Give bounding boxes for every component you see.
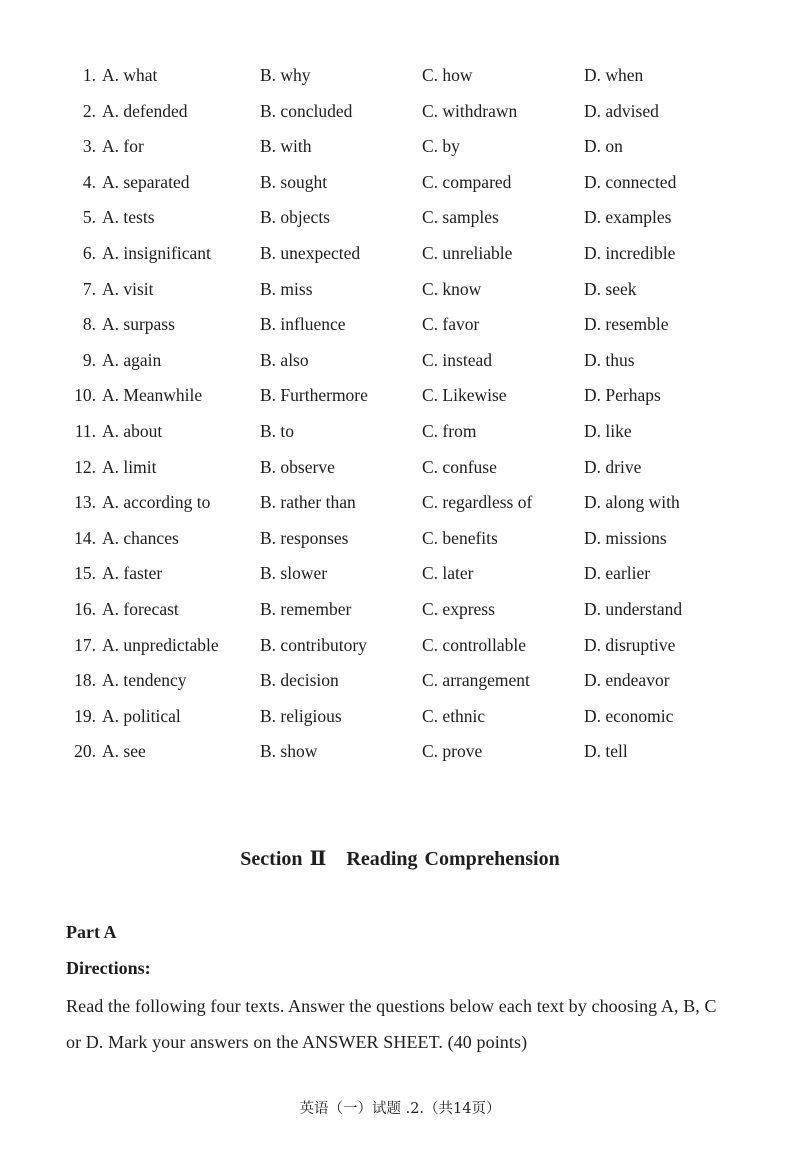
option-b: B. concluded (260, 100, 353, 121)
option-a: A. see (102, 741, 146, 762)
option-c: C. know (422, 278, 482, 299)
option-d: D. disruptive (584, 634, 676, 655)
option-a: A. forecast (102, 598, 179, 619)
question-row (64, 165, 744, 201)
question-number: 5. (82, 207, 96, 228)
option-c: C. express (422, 598, 495, 619)
question-number: 11. (74, 420, 96, 441)
question-row (64, 628, 744, 664)
option-d: D. earlier (584, 563, 651, 584)
option-b: B. objects (260, 207, 330, 228)
question-row (64, 663, 744, 699)
option-d: D. understand (584, 598, 683, 619)
option-d: D. examples (584, 207, 672, 228)
option-b: B. unexpected (260, 242, 361, 263)
option-c: C. prove (422, 741, 483, 762)
option-a: A. Meanwhile (102, 385, 203, 406)
option-a: A. chances (102, 527, 179, 548)
option-c: C. compared (422, 171, 512, 192)
option-a: A. surpass (102, 314, 175, 335)
option-b: B. religious (260, 705, 342, 726)
option-a: A. separated (102, 171, 190, 192)
option-b: B. with (260, 136, 312, 157)
option-b: B. Furthermore (260, 385, 368, 406)
question-number: 20. (74, 741, 96, 762)
question-row (64, 200, 744, 236)
option-d: D. seek (584, 278, 637, 299)
question-number: 6. (82, 242, 96, 263)
option-d: D. economic (584, 705, 674, 726)
option-c: C. arrangement (422, 670, 530, 691)
option-c: C. benefits (422, 527, 498, 548)
option-d: D. when (584, 65, 644, 85)
option-b: B. sought (260, 171, 328, 192)
option-d: D. Perhaps (584, 385, 661, 406)
question-number: 10. (74, 385, 96, 406)
question-row (64, 699, 744, 735)
question-number: 3. (82, 136, 96, 157)
question-number: 19. (74, 705, 96, 726)
option-c: C. confuse (422, 456, 497, 477)
question-row (64, 94, 744, 130)
question-row (64, 378, 744, 414)
option-d: D. tell (584, 741, 628, 762)
question-row (64, 485, 744, 521)
option-b: B. remember (260, 598, 352, 619)
question-number: 1. (82, 65, 96, 85)
option-c: C. later (422, 563, 474, 584)
option-d: D. like (584, 420, 632, 441)
directions-label: Directions: (66, 958, 151, 978)
question-number: 12. (74, 456, 96, 477)
question-row (64, 521, 744, 557)
option-d: D. endeavor (584, 670, 670, 691)
option-a: A. limit (102, 456, 157, 477)
part-title: Part A (66, 922, 117, 942)
question-row (64, 414, 744, 450)
option-d: D. on (584, 136, 623, 157)
page-footer: 英语（一）试题 .2.（共14页） (299, 1101, 501, 1117)
option-a: A. defended (102, 100, 188, 121)
option-c: C. controllable (422, 634, 527, 655)
question-row (64, 307, 744, 343)
option-c: C. regardless of (422, 492, 533, 513)
option-b: B. decision (260, 670, 339, 691)
question-number: 7. (82, 278, 96, 299)
option-d: D. incredible (584, 242, 676, 263)
question-number: 15. (74, 563, 96, 584)
option-b: B. to (260, 420, 295, 441)
option-a: A. according to (102, 492, 211, 513)
question-number: 14. (74, 527, 96, 548)
question-row (64, 734, 744, 770)
question-row (64, 272, 744, 308)
option-b: B. contributory (260, 634, 367, 655)
question-row (64, 129, 744, 165)
option-d: D. connected (584, 171, 677, 192)
question-number: 4. (82, 171, 96, 192)
question-number: 9. (82, 349, 96, 370)
option-b: B. rather than (260, 492, 356, 513)
option-b: B. show (260, 741, 318, 762)
option-a: A. for (102, 136, 144, 157)
option-c: C. instead (422, 349, 492, 370)
option-a: A. political (102, 705, 181, 726)
option-d: D. along with (584, 492, 680, 513)
option-a: A. insignificant (102, 242, 211, 263)
option-c: C. from (422, 420, 477, 441)
question-number: 13. (74, 492, 96, 513)
option-c: C. how (422, 65, 473, 85)
question-number: 17. (74, 634, 96, 655)
option-a: A. tendency (102, 670, 187, 691)
question-number: 16. (74, 598, 96, 619)
option-c: C. unreliable (422, 242, 513, 263)
option-c: C. ethnic (422, 705, 486, 726)
question-list (64, 58, 744, 770)
option-c: C. by (422, 136, 460, 157)
option-b: B. miss (260, 278, 313, 299)
question-number: 2. (82, 100, 96, 121)
question-row (64, 236, 744, 272)
option-a: A. about (102, 420, 163, 441)
question-row (64, 58, 744, 94)
question-number: 8. (82, 314, 96, 335)
section-name: Reading Comprehension (346, 848, 560, 870)
option-b: B. responses (260, 527, 349, 548)
option-b: B. why (260, 65, 311, 85)
option-d: D. advised (584, 100, 659, 121)
section-numeral: Section Ⅱ (240, 848, 327, 870)
option-a: A. what (102, 65, 158, 85)
option-d: D. thus (584, 349, 635, 370)
option-a: A. visit (102, 278, 154, 299)
option-a: A. faster (102, 563, 163, 584)
question-row (64, 592, 744, 628)
section-title (0, 846, 800, 871)
option-d: D. missions (584, 527, 667, 548)
directions-text: Read the following four texts. Answer the questions below each text by choosing A, B, C or D. Mark your answers on the ANSWER SHEET. (40 points) (66, 996, 717, 1052)
option-d: D. drive (584, 456, 642, 477)
question-row (64, 450, 744, 486)
option-a: A. tests (102, 207, 155, 228)
option-d: D. resemble (584, 314, 669, 335)
option-b: B. also (260, 349, 309, 370)
option-b: B. slower (260, 563, 328, 584)
question-row (64, 343, 744, 379)
option-a: A. again (102, 349, 162, 370)
option-c: C. samples (422, 207, 499, 228)
option-c: C. favor (422, 314, 480, 335)
question-row (64, 556, 744, 592)
option-b: B. observe (260, 456, 335, 477)
option-c: C. withdrawn (422, 100, 518, 121)
option-b: B. influence (260, 314, 346, 335)
question-number: 18. (74, 670, 96, 691)
option-a: A. unpredictable (102, 634, 219, 655)
option-c: C. Likewise (422, 385, 507, 406)
